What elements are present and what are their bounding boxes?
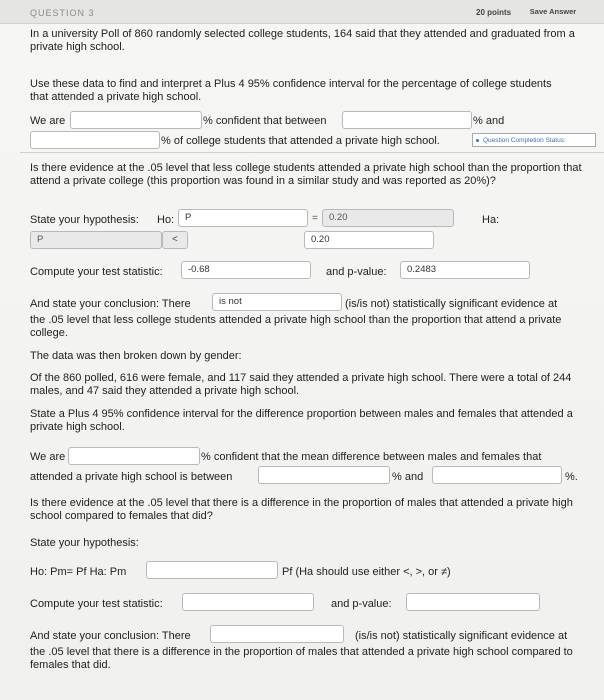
p-value-input-2[interactable] — [406, 593, 540, 611]
diff-lower-input[interactable] — [258, 466, 390, 484]
part1-instruction: Use these data to find and interpret a Plus 4 95% confidence interval for the percentage of college students that attended a private high school. — [30, 78, 552, 103]
ha-operator-select[interactable]: < — [162, 231, 188, 249]
ho-value-input[interactable]: 0.20 — [322, 209, 454, 227]
confident-between-label: % confident that between — [203, 115, 327, 127]
state-hypothesis-label: State your hypothesis: — [30, 214, 139, 226]
points-label: 20 points — [476, 8, 512, 17]
of-college-label: % of college students that attended a private high school. — [161, 135, 440, 147]
and-label-2: % and — [392, 471, 424, 483]
diff-upper-input[interactable] — [432, 466, 562, 484]
conclusion-prefix: And state your conclusion: There — [30, 298, 191, 310]
question-header — [0, 0, 604, 24]
we-are-label-2: We are — [30, 451, 66, 463]
ha-label: Ha: — [482, 214, 500, 226]
conclusion-select[interactable]: is not — [212, 293, 342, 311]
p-value-label-2: and p-value: — [331, 598, 392, 610]
intro-text: In a university Poll of 860 randomly selected college students, 164 said that they attended and graduated from a private high school. — [30, 28, 575, 53]
ci-upper-input[interactable] — [30, 131, 160, 149]
p-value-input[interactable]: 0.2483 — [400, 261, 530, 279]
we-are-label: We are — [30, 115, 66, 127]
conclusion-rest-2: the .05 level that there is a difference in the proportion of males that attended a private high school compared to females that did. — [30, 646, 573, 671]
conclusion-prefix-2: And state your conclusion: There — [30, 630, 191, 642]
p-value-label: and p-value: — [326, 266, 387, 278]
state-hypothesis-label-2: State your hypothesis: — [30, 537, 139, 549]
attended-between-label: attended a private high school is between — [30, 471, 233, 483]
question-completion-status[interactable] — [472, 133, 596, 147]
ho-label: Ho: — [157, 214, 175, 226]
and-label: % and — [473, 115, 505, 127]
conclusion-rest: the .05 level that less college students attended a private high school than the proportion that attend a private college. — [30, 314, 562, 339]
test-statistic-input[interactable]: -0.68 — [181, 261, 311, 279]
percent-end-label: %. — [565, 471, 578, 483]
save-answer-button[interactable]: Save Answer — [529, 7, 577, 16]
part2-question: Is there evidence at the .05 level that less college students attended a private high school than the proportion that attend a private college (this proportion was found in a similar study and was reported as 20%)? — [30, 162, 582, 187]
ho-param-select[interactable]: P — [178, 209, 308, 227]
pf-note: Pf (Ha should use either <, >, or ≠) — [282, 566, 451, 578]
broken-down-text: The data was then broken down by gender: — [30, 350, 242, 362]
ho-operator: = — [312, 213, 318, 224]
confident-mean-label: % confident that the mean difference between males and females that — [201, 451, 542, 463]
question-label: QUESTION 3 — [30, 8, 95, 18]
conclusion-suffix-2: (is/is not) statistically significant evidence at — [355, 630, 568, 642]
part3-instruction: State a Plus 4 95% confidence interval for the difference proportion between males and females that attended a private high school. — [30, 408, 573, 433]
status-label: Question Completion Status: — [483, 137, 566, 144]
diff-confidence-input[interactable] — [68, 447, 200, 465]
compute-test-statistic-label-2: Compute your test statistic: — [30, 598, 163, 610]
ci-confidence-input[interactable] — [70, 111, 202, 129]
divider — [20, 152, 604, 153]
conclusion-suffix: (is/is not) statistically significant evidence at — [345, 298, 558, 310]
compute-test-statistic-label: Compute your test statistic: — [30, 266, 163, 278]
gender-data-text: Of the 860 polled, 616 were female, and 117 said they attended a private high school. There were a total of 244 males, and 47 said they attended a private high school. — [30, 372, 572, 397]
ci-lower-input[interactable] — [342, 111, 472, 129]
test-statistic-input-2[interactable] — [182, 593, 314, 611]
ha-value-input[interactable]: 0.20 — [304, 231, 434, 249]
ha-param-select[interactable]: P — [30, 231, 162, 249]
ha-operator-input[interactable] — [146, 561, 278, 579]
ho-ha-line: Ho: Pm= Pf Ha: Pm — [30, 566, 127, 578]
part4-question: Is there evidence at the .05 level that there is a difference in the proportion of males that attended a private high school compared to females that did? — [30, 497, 573, 522]
status-dot-icon — [476, 139, 479, 142]
conclusion-select-2[interactable] — [210, 625, 344, 643]
